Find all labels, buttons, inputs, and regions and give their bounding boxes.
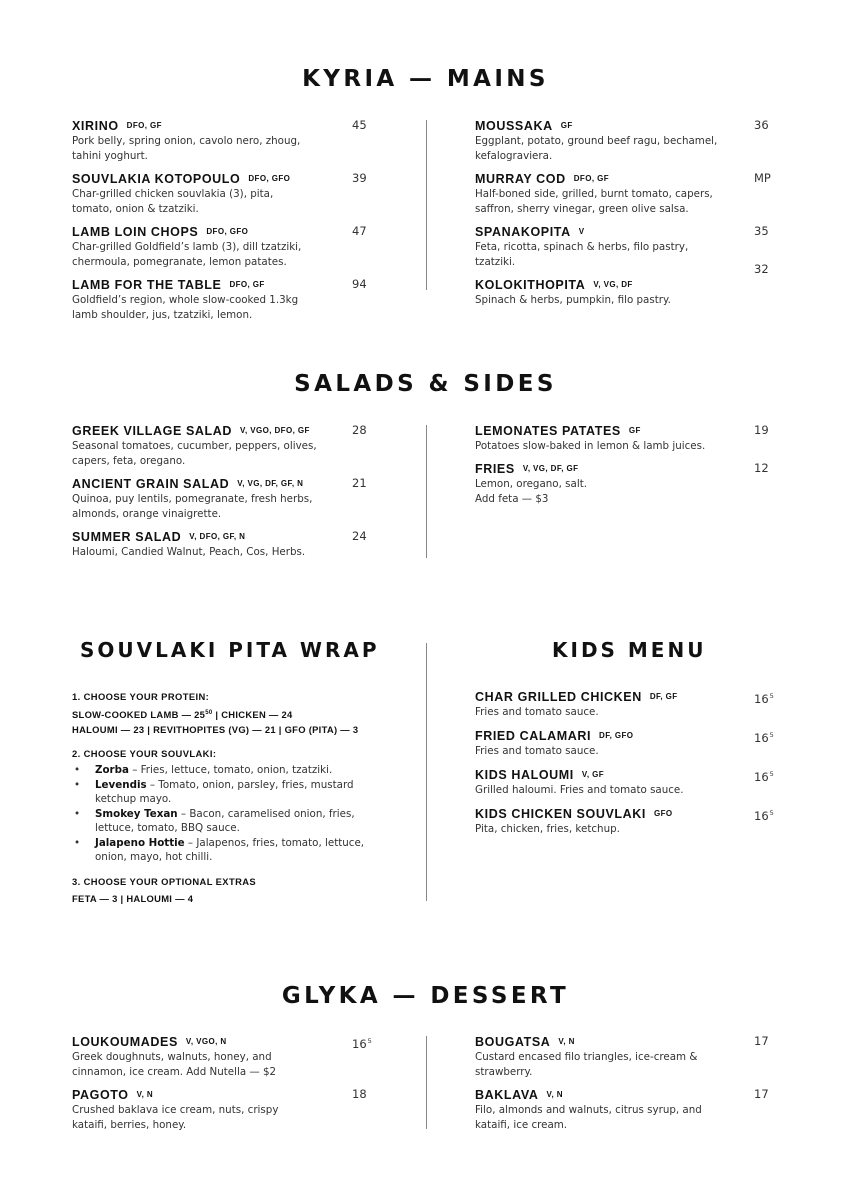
item-description: Grilled haloumi. Fries and tomato sauce. (475, 784, 684, 796)
protein-options: HALOUMI — 23 | REVITHOPITES (VG) — 21 | GFO (PITA) — 3 (72, 724, 359, 735)
menu-item (72, 118, 312, 164)
bullet-icon: • (74, 764, 81, 776)
item-price: $16^5$ (754, 731, 774, 745)
column-divider (426, 120, 427, 290)
option-name: Zorba (95, 764, 129, 776)
option-description: – Fries, lettuce, tomato, onion, tzatziki. (128, 764, 333, 776)
item-price: 24 (352, 529, 367, 543)
column-divider (426, 1036, 427, 1129)
menu-item (475, 461, 725, 507)
item-description: Feta, ricotta, spinach & herbs, filo pastry, tzatziki. (475, 241, 689, 268)
item-description: Char-grilled Goldfield’s lamb (3), dill tzatziki, chermoula, pomegranate, lemon patates. (72, 241, 302, 268)
option-name: Smokey Texan (95, 807, 178, 820)
step-heading: 1. CHOOSE YOUR PROTEIN: (72, 691, 210, 702)
item-name: MOUSSAKA (475, 119, 553, 133)
item-addon: Add feta — $3 (475, 493, 549, 505)
item-name: LOUKOUMADES (72, 1035, 178, 1049)
column-divider (426, 643, 427, 901)
item-tags: DFO, GF (229, 280, 265, 289)
menu-item (475, 224, 720, 270)
menu-item (72, 277, 312, 323)
menu-item (475, 171, 720, 217)
item-name: BOUGATSA (475, 1035, 551, 1049)
item-description: Quinoa, puy lentils, pomegranate, fresh herbs, almonds, orange vinaigrette. (72, 493, 313, 520)
menu-item (475, 767, 735, 798)
item-description: Lemon, oregano, salt. (475, 478, 587, 490)
step-heading: 2. CHOOSE YOUR SOUVLAKI: (72, 748, 217, 759)
bullet-icon: • (74, 778, 81, 791)
menu-item (72, 171, 312, 217)
item-tags: V, N (136, 1090, 154, 1099)
item-name: FRIED CALAMARI (475, 729, 592, 743)
item-name: MURRAY COD (475, 172, 566, 186)
item-tags: DFO, GF (573, 174, 609, 183)
souvlaki-option (72, 763, 372, 778)
souvlaki-option (72, 836, 372, 865)
item-tags: V, N (546, 1090, 563, 1099)
item-tags: GFO (653, 809, 673, 818)
dessert-left-column (72, 1034, 302, 1140)
mains-left-column (72, 118, 312, 330)
item-tags: V, VG, DF, GF, N (237, 479, 304, 488)
item-price: 94 (352, 277, 367, 291)
salads-section-title: SALADS & SIDES (294, 371, 557, 397)
extras-options: FETA — 3 | HALOUMI — 4 (72, 892, 194, 904)
item-price: 39 (352, 171, 367, 185)
item-price: 28 (352, 423, 367, 437)
item-name: KOLOKITHOPITA (475, 278, 586, 292)
item-tags: DFO, GFO (206, 227, 249, 236)
item-tags: V, VGO, DFO, GF (240, 426, 310, 435)
item-description: Half-boned side, grilled, burnt tomato, capers, saffron, sherry vinegar, green olive salsa. (475, 188, 713, 215)
item-name: PAGOTO (72, 1088, 129, 1102)
dessert-right-column (475, 1034, 715, 1140)
item-tags: GF (560, 121, 573, 130)
salads-left-column (72, 423, 322, 567)
item-description: Pita, chicken, fries, ketchup. (475, 823, 620, 835)
item-description: Goldfield’s region, whole slow-cooked 1.3kg lamb shoulder, jus, tzatziki, lemon. (72, 294, 299, 321)
item-tags: V, VGO, N (185, 1037, 227, 1046)
menu-item (72, 423, 322, 469)
item-tags: DFO, GFO (248, 174, 291, 183)
item-tags: V, VG, DF, GF (522, 464, 579, 473)
item-name: FRIES (475, 462, 515, 476)
menu-item (475, 728, 735, 759)
item-tags: V, GF (581, 770, 605, 779)
item-name: GREEK VILLAGE SALAD (72, 424, 233, 438)
item-tags: GF (628, 426, 641, 435)
item-name: SUMMER SALAD (72, 530, 182, 544)
menu-item (475, 1087, 715, 1133)
item-price: 32 (754, 262, 769, 276)
item-tags: V (578, 227, 585, 236)
step-heading: 3. CHOOSE YOUR OPTIONAL EXTRAS (72, 875, 257, 887)
mains-section-title: KYRIA — MAINS (302, 66, 549, 92)
menu-item (475, 118, 720, 164)
item-description: Seasonal tomatoes, cucumber, peppers, olives, capers, feta, oregano. (72, 440, 317, 467)
item-description: Pork belly, spring onion, cavolo nero, zhoug, tahini yoghurt. (72, 135, 301, 162)
item-price: 35 (754, 224, 769, 238)
wrap-section-title: SOUVLAKI PITA WRAP (80, 638, 380, 662)
item-description: Haloumi, Candied Walnut, Peach, Cos, Herbs. (72, 546, 306, 558)
item-description: Potatoes slow-baked in lemon & lamb juices. (475, 440, 706, 452)
item-price: 17 (754, 1034, 769, 1048)
item-description: Spinach & herbs, pumpkin, filo pastry. (475, 294, 671, 306)
item-name: SPANAKOPITA (475, 225, 571, 239)
option-name: Jalapeno Hottie (95, 836, 185, 849)
souvlaki-option (72, 807, 372, 836)
item-tags: V, VG, DF (593, 280, 633, 289)
menu-item (72, 476, 322, 522)
protein-option-text: | CHICKEN — 24 (212, 709, 293, 720)
menu-item (475, 1034, 715, 1080)
menu-item (475, 806, 735, 837)
item-description: Char-grilled chicken souvlakia (3), pita, tomato, onion & tzatziki. (72, 188, 274, 215)
menu-item (72, 1034, 302, 1080)
protein-options (72, 706, 372, 722)
item-description: Crushed baklava ice cream, nuts, crispy kataifi, berries, honey. (72, 1104, 279, 1131)
item-name: LEMONATES PATATES (475, 424, 621, 438)
item-tags: V, DFO, GF, N (189, 532, 246, 541)
wrap-builder (72, 689, 372, 906)
column-divider (426, 425, 427, 558)
menu-item (475, 689, 735, 720)
item-description: Fries and tomato sauce. (475, 706, 599, 718)
item-description: Fries and tomato sauce. (475, 745, 599, 757)
item-price: $16^5$ (754, 692, 774, 706)
item-price: $16^5$ (754, 809, 774, 823)
item-tags: DFO, GF (126, 121, 162, 130)
option-description: – Bacon, caramelised onion, fries, lettuce, tomato, BBQ sauce. (95, 807, 355, 834)
menu-item (475, 423, 725, 454)
item-price: MP (754, 171, 771, 185)
item-name: LAMB LOIN CHOPS (72, 225, 199, 239)
item-price: 19 (754, 423, 769, 437)
price-superscript: 50 (205, 710, 213, 716)
item-name: KIDS CHICKEN SOUVLAKI (475, 807, 646, 821)
item-tags: V, N (558, 1037, 575, 1046)
option-description: – Tomato, onion, parsley, fries, mustard ketchup mayo. (95, 778, 354, 805)
item-price: $16^5$ (754, 770, 774, 784)
item-price: 18 (352, 1087, 367, 1101)
bullet-icon: • (74, 836, 81, 849)
item-price: 45 (352, 118, 367, 132)
item-price: 36 (754, 118, 769, 132)
kids-section-title: KIDS MENU (552, 638, 707, 662)
salads-right-column (475, 423, 725, 514)
item-name: CHAR GRILLED CHICKEN (475, 690, 642, 704)
dessert-section-title: GLYKA — DESSERT (281, 983, 570, 1009)
item-name: SOUVLAKIA KOTOPOULO (72, 172, 241, 186)
item-name: BAKLAVA (475, 1088, 539, 1102)
item-name: LAMB FOR THE TABLE (72, 278, 222, 292)
item-description: Greek doughnuts, walnuts, honey, and cinnamon, ice cream. Add Nutella — $2 (72, 1051, 277, 1078)
item-tags: DF, GFO (599, 731, 634, 740)
item-price: $16^5$ (352, 1037, 372, 1051)
item-description: Filo, almonds and walnuts, citrus syrup, and kataifi, ice cream. (475, 1104, 702, 1131)
menu-item (72, 1087, 302, 1133)
bullet-icon: • (74, 807, 81, 820)
item-description: Eggplant, potato, ground beef ragu, bechamel, kefalograviera. (475, 135, 718, 162)
menu-item (475, 277, 720, 308)
item-price: 21 (352, 476, 367, 490)
kids-column (475, 689, 735, 844)
mains-right-column (475, 118, 720, 315)
menu-item (72, 529, 322, 560)
menu-item (72, 224, 312, 270)
item-tags: DF, GF (649, 692, 678, 701)
option-name: Levendis (95, 778, 147, 791)
item-name: XIRINO (72, 119, 119, 133)
option-description: – Jalapenos, fries, tomato, lettuce, onion, mayo, hot chilli. (95, 836, 365, 863)
item-name: KIDS HALOUMI (475, 768, 574, 782)
souvlaki-option (72, 778, 372, 807)
protein-option-text: SLOW-COOKED LAMB — 25 (72, 709, 206, 720)
item-price: 12 (754, 461, 769, 475)
item-price: 47 (352, 224, 367, 238)
item-price: 17 (754, 1087, 769, 1101)
item-name: ANCIENT GRAIN SALAD (72, 477, 230, 491)
item-description: Custard encased filo triangles, ice-cream & strawberry. (475, 1051, 698, 1078)
